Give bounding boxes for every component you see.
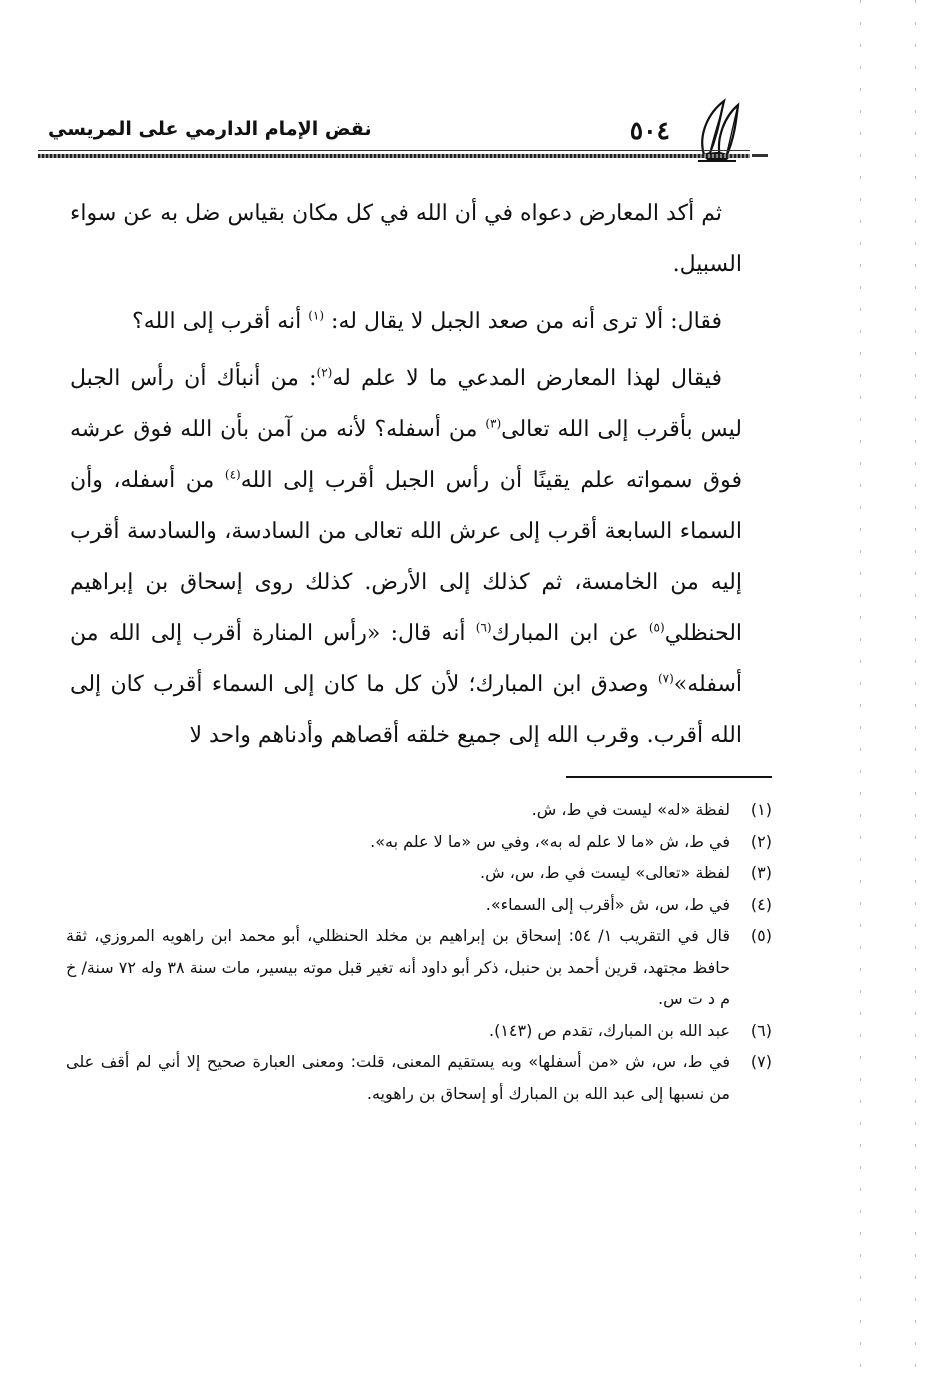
- body-paragraph: [70, 296, 742, 347]
- header-rule: [38, 150, 750, 151]
- footnote-number: (٥): [750, 926, 772, 945]
- page-header: [40, 112, 760, 152]
- footnote-reference: (٥): [648, 620, 665, 635]
- footnote-item: [66, 794, 772, 826]
- body-paragraph: [70, 188, 742, 290]
- footnote-number: (٦): [750, 1020, 772, 1040]
- text-segment: وصدق ابن المبارك؛ لأن كل ما كان إلى السماء أقرب كان إلى الله أقرب. وقرب الله إلى جميع خلقه أقصاهم وأدناهم واحد لا: [70, 672, 742, 748]
- footnote-separator: [566, 776, 772, 778]
- text-segment: عن ابن المبارك: [491, 621, 649, 646]
- footnote-item: [66, 920, 772, 1015]
- header-rule-decorative: [38, 154, 750, 158]
- page-number: ٥٠٤: [629, 116, 670, 145]
- text-segment: أنه قال: «رأس المنارة أقرب إلى الله من أسفله»: [70, 621, 742, 697]
- footnote-item: [66, 1046, 772, 1109]
- footnote-reference: (٦): [475, 620, 492, 635]
- footnote-reference: (٤): [224, 467, 241, 482]
- footnote-number: (٢): [750, 831, 772, 851]
- text-segment: ثم أكد المعارض دعواه في أن الله في كل مكان بقياس ضل به عن سواء السبيل.: [70, 201, 742, 277]
- footnote-reference: (٧): [657, 671, 674, 686]
- footnote-text: لفظة «له» ليست في ط، ش.: [531, 800, 730, 819]
- text-segment: أنه أقرب إلى الله؟: [132, 309, 309, 334]
- body-paragraph: [70, 353, 742, 761]
- footnote-item: [66, 826, 772, 858]
- header-rule-tail: [752, 154, 768, 157]
- footnote-reference: (٣): [485, 416, 502, 431]
- footnotes: [66, 794, 772, 1109]
- footnote-text: في ط، س، ش «أقرب إلى السماء».: [485, 894, 730, 914]
- footnote-text: عبد الله بن المبارك، تقدم ص (١٤٣).: [488, 1020, 730, 1040]
- running-title: نقض الإمام الدارمي على المريسي: [48, 118, 372, 140]
- main-text: [70, 188, 742, 767]
- footnote-text: لفظة «تعالى» ليست في ط، س، ش.: [480, 863, 730, 882]
- text-segment: : من أنبأك أن رأس الجبل ليس بأقرب إلى الله تعالى: [70, 366, 742, 442]
- footnote-text: في ط، س، ش «من أسفلها» وبه يستقيم المعنى، قلت: ومعنى العبارة صحيح إلا أني لم أقف على من نسبها إلى عبد الله بن المبارك أو إسحاق بن راهويه.: [66, 1052, 730, 1103]
- footnote-reference: (٢): [316, 365, 333, 380]
- scan-edge-marks: [915, 0, 916, 1375]
- footnote-number: (٧): [750, 1052, 772, 1071]
- footnote-text: في ط، ش «ما لا علم له به»، وفي س «ما لا علم به».: [370, 831, 730, 851]
- footnote-text: قال في التقريب ١/ ٥٤: إسحاق بن إبراهيم بن مخلد الحنظلي، أبو محمد ابن راهويه المروزي، ثقة حافظ مجتهد، قرين أحمد بن حنبل، ذكر أبو داود أنه تغير قبل موته بيسير، مات سنة ٣٨ وله ٧٢ سنة/ خ م د ت س.: [66, 926, 731, 1008]
- text-segment: فقال: ألا ترى أنه من صعد الجبل لا يقال له:: [324, 309, 722, 334]
- footnote-number: (١): [750, 800, 772, 819]
- footnote-number: (٤): [750, 894, 772, 914]
- footnote-item: [66, 889, 772, 921]
- text-segment: من أسفله؟ لأنه من آمن بأن الله فوق عرشه فوق سمواته علم يقينًا أن رأس الجبل أقرب إلى الله: [70, 417, 742, 493]
- footnote-item: [66, 1015, 772, 1047]
- footnote-item: [66, 857, 772, 889]
- scan-edge-marks: [860, 0, 861, 1375]
- footnote-reference: (١): [308, 308, 325, 323]
- footnote-number: (٣): [750, 863, 772, 882]
- text-segment: من أسفله، وأن السماء السابعة أقرب إلى عرش الله تعالى من السادسة، والسادسة أقرب إليه من الخامسة، ثم كذلك إلى الأرض. كذلك روى إسحاق بن إبراهيم الحنظلي: [70, 468, 743, 646]
- text-segment: فيقال لهذا المعارض المدعي ما لا علم له: [332, 366, 723, 391]
